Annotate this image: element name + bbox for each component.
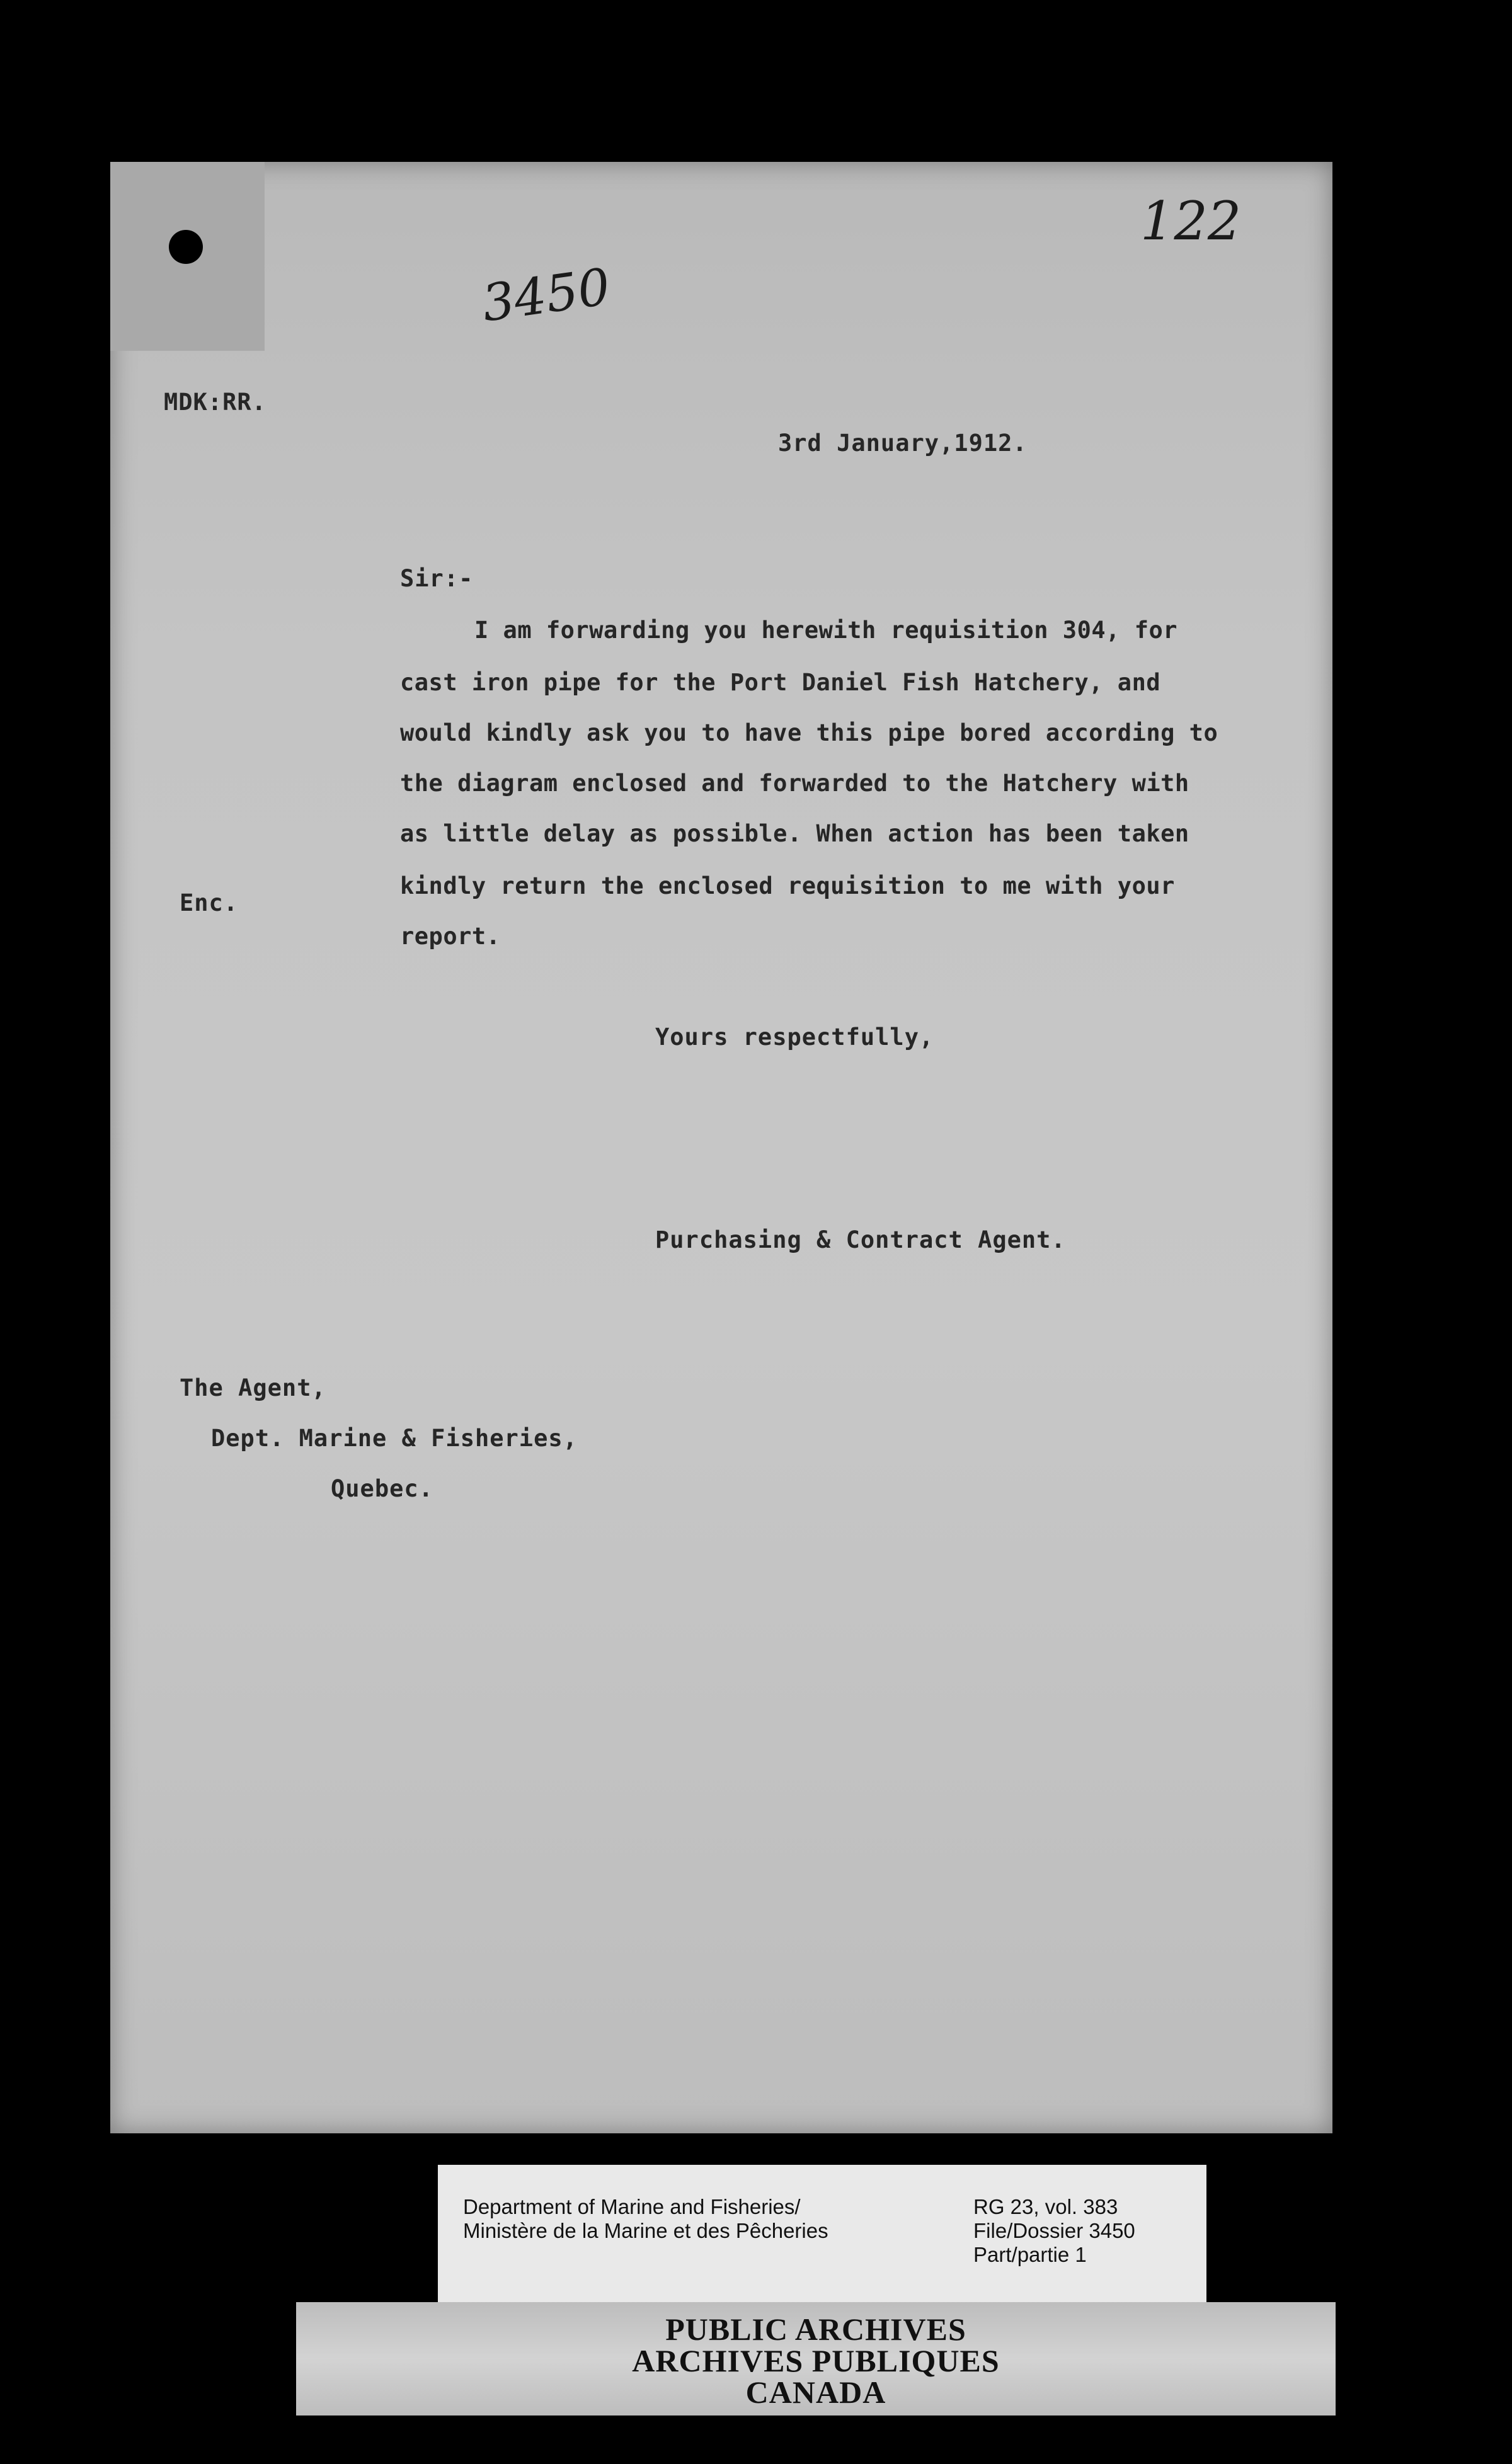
letter-page bbox=[110, 162, 1332, 2133]
stamp-line: PUBLIC ARCHIVES bbox=[665, 2312, 966, 2347]
salutation: Sir:- bbox=[400, 565, 474, 592]
reference-initials: MDK:RR. bbox=[164, 389, 266, 416]
archive-stamp bbox=[296, 2302, 1336, 2416]
body-line: cast iron pipe for the Port Daniel Fish Hatchery, and bbox=[400, 669, 1161, 696]
handwritten-folio-number: 122 bbox=[1140, 190, 1242, 252]
body-line: would kindly ask you to have this pipe bored according to bbox=[400, 719, 1218, 746]
stamp-line: ARCHIVES PUBLIQUES bbox=[632, 2343, 1000, 2378]
body-line: kindly return the enclosed requisition to me with your bbox=[400, 872, 1175, 899]
part-partie: Part/partie 1 bbox=[973, 2243, 1087, 2266]
stamp-line: CANADA bbox=[745, 2375, 886, 2410]
closing: Yours respectfully, bbox=[655, 1024, 934, 1051]
body-line: the diagram enclosed and forwarded to the Hatchery with bbox=[400, 770, 1189, 797]
punch-hole bbox=[169, 230, 203, 264]
department-name-fr: Ministère de la Marine et des Pêcheries bbox=[463, 2219, 828, 2242]
signature-title: Purchasing & Contract Agent. bbox=[655, 1226, 1066, 1253]
addressee-line: Quebec. bbox=[331, 1475, 433, 1502]
record-group: RG 23, vol. 383 bbox=[973, 2195, 1118, 2218]
letter-date: 3rd January,1912. bbox=[778, 430, 1028, 457]
addressee-line: Dept. Marine & Fisheries, bbox=[211, 1425, 578, 1452]
body-line: report. bbox=[400, 923, 501, 950]
file-dossier: File/Dossier 3450 bbox=[973, 2219, 1135, 2242]
handwritten-file-number: 3450 bbox=[478, 257, 614, 333]
archive-reference-label bbox=[438, 2165, 1206, 2316]
enclosure-note: Enc. bbox=[180, 889, 239, 916]
body-line: as little delay as possible. When action has been taken bbox=[400, 820, 1189, 847]
body-line: I am forwarding you herewith requisition 304, for bbox=[474, 617, 1178, 644]
department-name-en: Department of Marine and Fisheries/ bbox=[463, 2195, 801, 2218]
addressee-line: The Agent, bbox=[180, 1374, 326, 1401]
